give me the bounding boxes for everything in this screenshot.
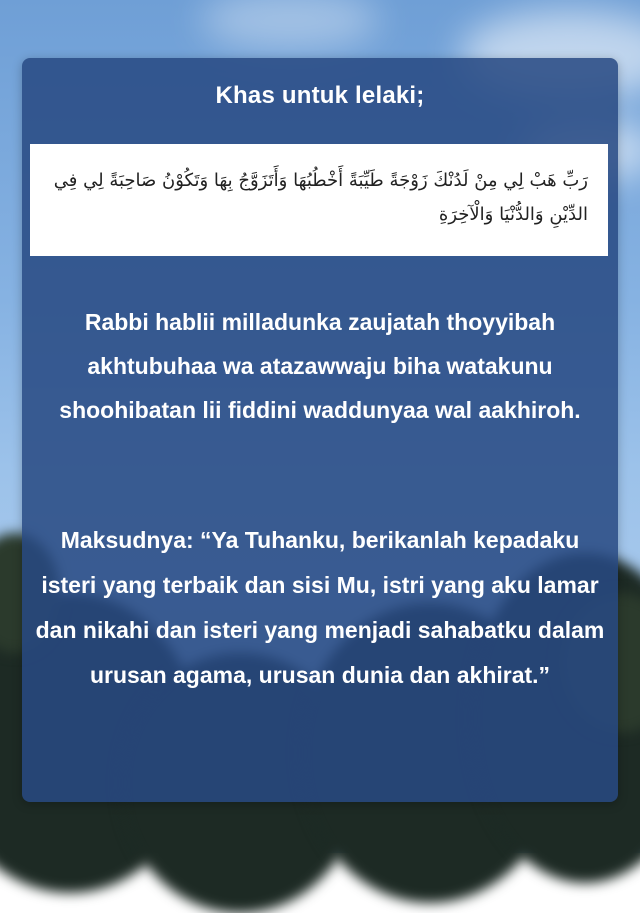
arabic-prayer-text: رَبِّ هَبْ لِي مِنْ لَدُنْكَ زَوْجَةً طَيِّبَةً أَخْطُبُهَا وَأَتَزَوَّجُ بِهَا وَتَكُوْنُ صَاحِبَةً لِي فِي الدِّيْنِ وَالدُّنْيَا وَالْآخِرَةِ: [53, 170, 588, 225]
arabic-text-box: [30, 144, 608, 256]
card-title: Khas untuk lelaki;: [215, 82, 425, 109]
transliteration-text: Rabbi hablii milladunka zaujatah thoyyibah akhtubuhaa wa atazawwaju biha watakunu shoohibatan lii fiddini waddunyaa wal aakhiroh.: [59, 309, 581, 423]
meaning-text: Maksudnya: “Ya Tuhanku, berikanlah kepadaku isteri yang terbaik dan sisi Mu, istri yang aku lamar dan nikahi dan isteri yang menjadi sahabatku dalam urusan agama, urusan dunia dan akhirat.”: [35, 527, 605, 688]
cloud: [200, 0, 380, 50]
prayer-card: [22, 58, 618, 802]
